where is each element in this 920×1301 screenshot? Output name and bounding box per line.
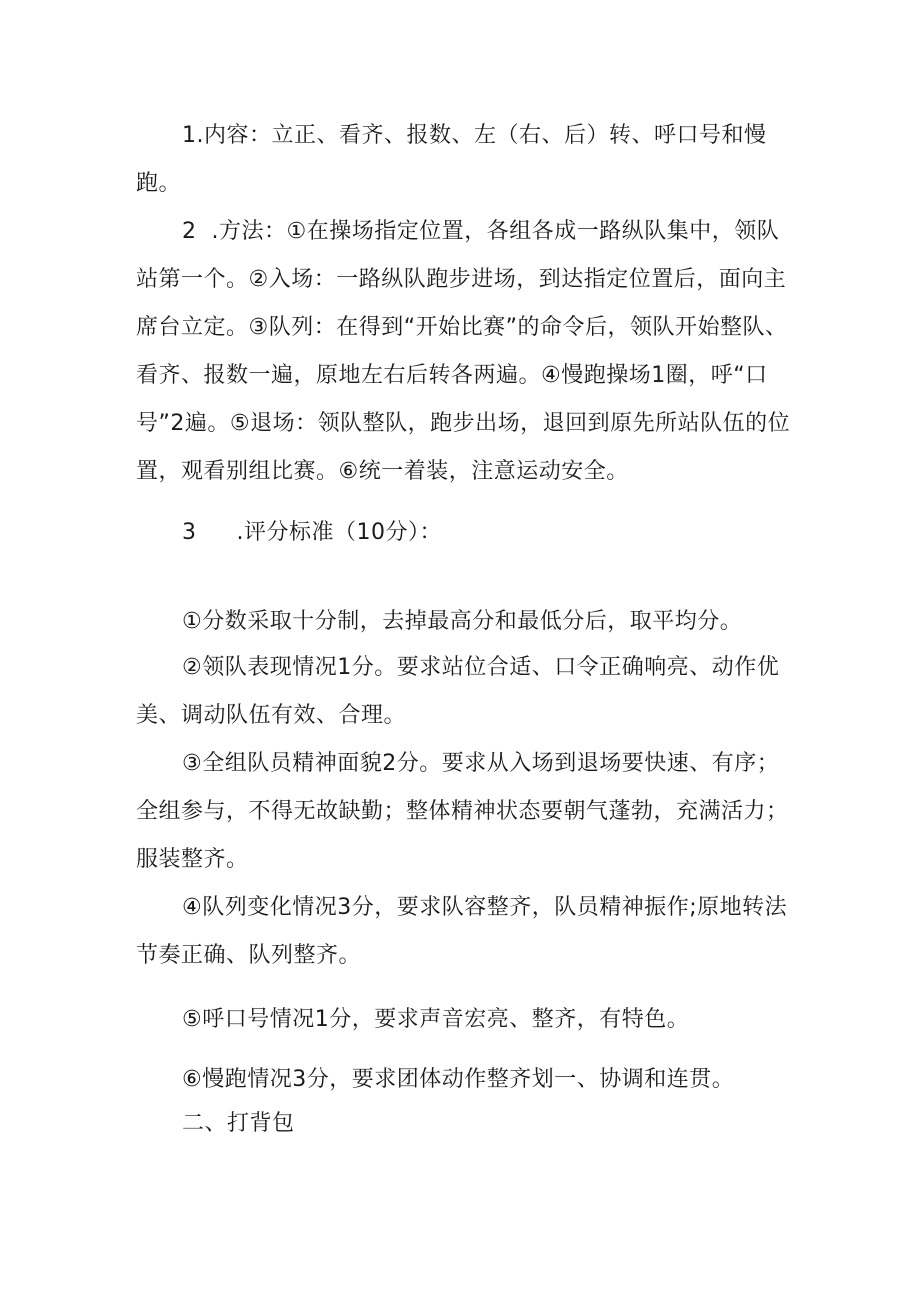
paragraph-rule-4: ④队列变化情况3分，要求队容整齐，队员精神振作;原地转法节奏正确、队列整齐。 [136, 895, 788, 968]
scoring-title: .评分标准（10分）： [236, 520, 442, 545]
paragraph-rule-2: ②领队表现情况1分。要求站位合适、口令正确响亮、动作优美、调动队伍有效、合理。 [136, 655, 780, 728]
paragraph-rule-5: ⑤呼口号情况1分，要求声音宏亮、整齐，有特色。 [182, 1007, 690, 1032]
paragraph-content: 1.内容：立正、看齐、报数、左（右、后）转、呼口号和慢跑。 [136, 123, 767, 196]
scoring-number: 3 [182, 520, 197, 545]
section-heading-two: 二、打背包 [182, 1111, 295, 1136]
paragraph-scoring-heading [136, 509, 796, 557]
paragraph-rule-6: ⑥慢跑情况3分，要求团体动作整齐划一、协调和连贯。 [182, 1067, 735, 1092]
paragraph-method: 2 .方法：①在操场指定位置，各组各成一路纵队集中，领队站第一个。②入场：一路纵队跑步进场，到达指定位置后，面向主席台立定。③队列：在得到“开始比赛”的命令后，领队开始整队、看齐、报数一遍，原地左右后转各两遍。④慢跑操场1圈，呼“口号”2遍。⑤退场：领队整队，跑步出场，退回到原先所站队伍的位置，观看别组比赛。⑥统一着装，注意运动安全。 [136, 219, 791, 484]
paragraph-rule-3: ③全组队员精神面貌2分。要求从入场到退场要快速、有序；全组参与，不得无故缺勤；整体精神状态要朝气蓬勃，充满活力；服装整齐。 [136, 751, 789, 872]
paragraph-rule-1: ①分数采取十分制，去掉最高分和最低分后，取平均分。 [182, 609, 743, 634]
